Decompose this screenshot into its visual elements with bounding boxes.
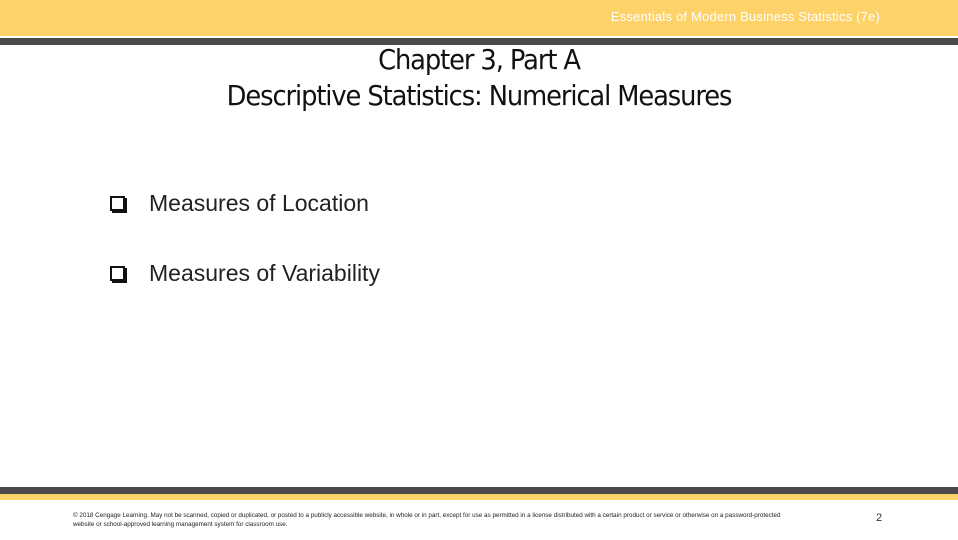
copyright-notice: © 2018 Cengage Learning. May not be scanned, copied or duplicated, or posted to a publicly accessible website, in whole or in part, except for use as permitted in a license distributed with a certain product or service or otherwise on a password-protected website or school-approved learning management system for classroom use. <box>73 512 781 528</box>
slide-title <box>38 42 919 114</box>
footer-bar <box>0 494 958 500</box>
header-bar <box>0 0 958 36</box>
bullet-text: Measures of Variability <box>149 260 380 286</box>
checkbox-bullet-icon <box>110 196 125 211</box>
book-title: Essentials of Modern Business Statistics (7e) <box>610 9 880 24</box>
list-item <box>110 190 369 217</box>
slide-title-line-2: Descriptive Statistics: Numerical Measures <box>226 79 732 112</box>
bullet-text: Measures of Location <box>149 190 369 216</box>
slide-title-line-1: Chapter 3, Part A <box>378 43 580 76</box>
list-item <box>110 260 380 287</box>
checkbox-bullet-icon <box>110 266 125 281</box>
footer-divider <box>0 487 958 494</box>
page-number: 2 <box>876 512 883 524</box>
